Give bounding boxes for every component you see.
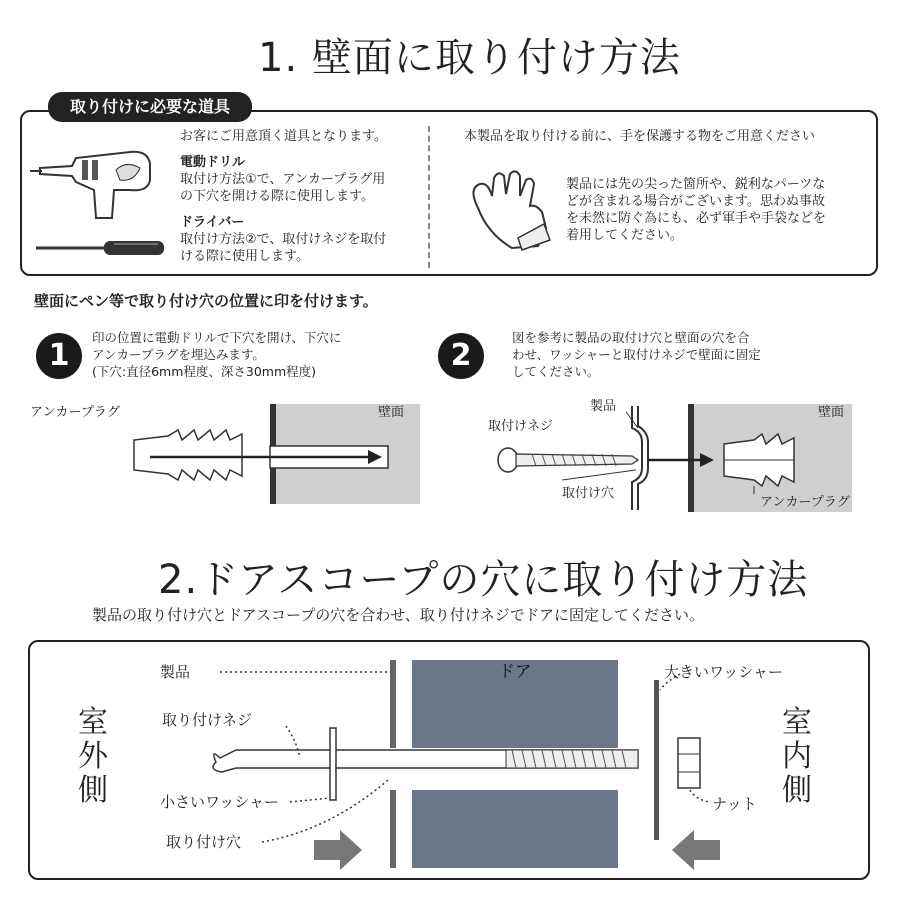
- drill-icon: [30, 130, 160, 220]
- drill-desc-1: 取付け方法①で、アンカープラグ用: [180, 172, 386, 187]
- glove-desc-1: 製品には先の尖った箇所や、鋭利なパーツな: [566, 177, 826, 192]
- fig2-product-label: 製品: [590, 399, 617, 414]
- glove-heading: 本製品を取り付ける前に、手を保護する物をご用意ください: [464, 129, 816, 144]
- section2-title: 2.ドアスコープの穴に取り付け方法: [158, 557, 809, 603]
- door-screw-label: 取り付けネジ: [162, 711, 253, 729]
- step2-line1: 図を参考に製品の取付け穴と壁面の穴を合: [512, 330, 750, 345]
- step2-number: 2: [438, 333, 484, 379]
- glove-desc-3: を未然に防ぐ為にも、必ず軍手や手袋などを: [566, 211, 827, 226]
- driver-name: ドライバー: [180, 215, 245, 230]
- step1-line2: アンカープラグを埋込みます。: [92, 347, 265, 362]
- fig2-plug-label: アンカープラグ: [760, 495, 850, 510]
- fig2-wall-label: 壁面: [818, 405, 845, 420]
- small-washer-label: 小さいワッシャー: [160, 793, 279, 811]
- driver-desc-2: ける際に使用します。: [180, 249, 309, 264]
- screwdriver-icon: [34, 236, 170, 260]
- nut-label: ナット: [712, 795, 757, 813]
- outside-label: 室外側: [78, 705, 108, 808]
- fig1-wall-label: 壁面: [378, 405, 405, 420]
- glove-icon: [458, 168, 558, 252]
- step1-line3: (下穴:直径6mm程度、深さ30mm程度): [92, 364, 317, 379]
- mark-heading: 壁面にペン等で取り付け穴の位置に印を付けます。: [34, 292, 378, 310]
- driver-desc-1: 取付け方法②で、取付けネジを取付: [180, 232, 387, 247]
- glove-desc-2: どが含まれる場合がございます。思わぬ事故: [566, 194, 825, 209]
- door-hole-label: 取り付け穴: [166, 833, 242, 851]
- fig1-plug-label: アンカープラグ: [30, 405, 120, 420]
- tools-intro: お客にご用意頂く道具となります。: [180, 129, 387, 144]
- door-product-label: 製品: [160, 663, 191, 681]
- door-label: ドア: [498, 662, 532, 682]
- tools-label: 取り付けに必要な道具: [48, 92, 252, 122]
- drill-desc-2: の下穴を開ける際に使用します。: [180, 189, 374, 204]
- step2-line3: してください。: [512, 364, 600, 379]
- step2-line2: わせ、ワッシャーと取付けネジで壁面に固定: [512, 347, 761, 362]
- big-washer-label: 大きいワッシャー: [664, 663, 783, 681]
- inside-label: 室内側: [782, 705, 812, 808]
- fig2-screw-label: 取付けネジ: [488, 419, 554, 434]
- doorscope-figure: [150, 650, 770, 875]
- step1-number: 1: [36, 333, 82, 379]
- glove-desc-4: 着用してください。: [566, 228, 684, 243]
- drill-name: 電動ドリル: [180, 155, 246, 170]
- section2-subtitle: 製品の取り付け穴とドアスコープの穴を合わせ、取り付けネジでドアに固定してください。: [92, 606, 705, 624]
- step1-line1: 印の位置に電動ドリルで下穴を開け、下穴に: [92, 330, 342, 345]
- fig2-hole-label: 取付け穴: [562, 486, 615, 501]
- section1-title: 1. 壁面に取り付け方法: [258, 35, 681, 81]
- tools-divider: [428, 126, 430, 268]
